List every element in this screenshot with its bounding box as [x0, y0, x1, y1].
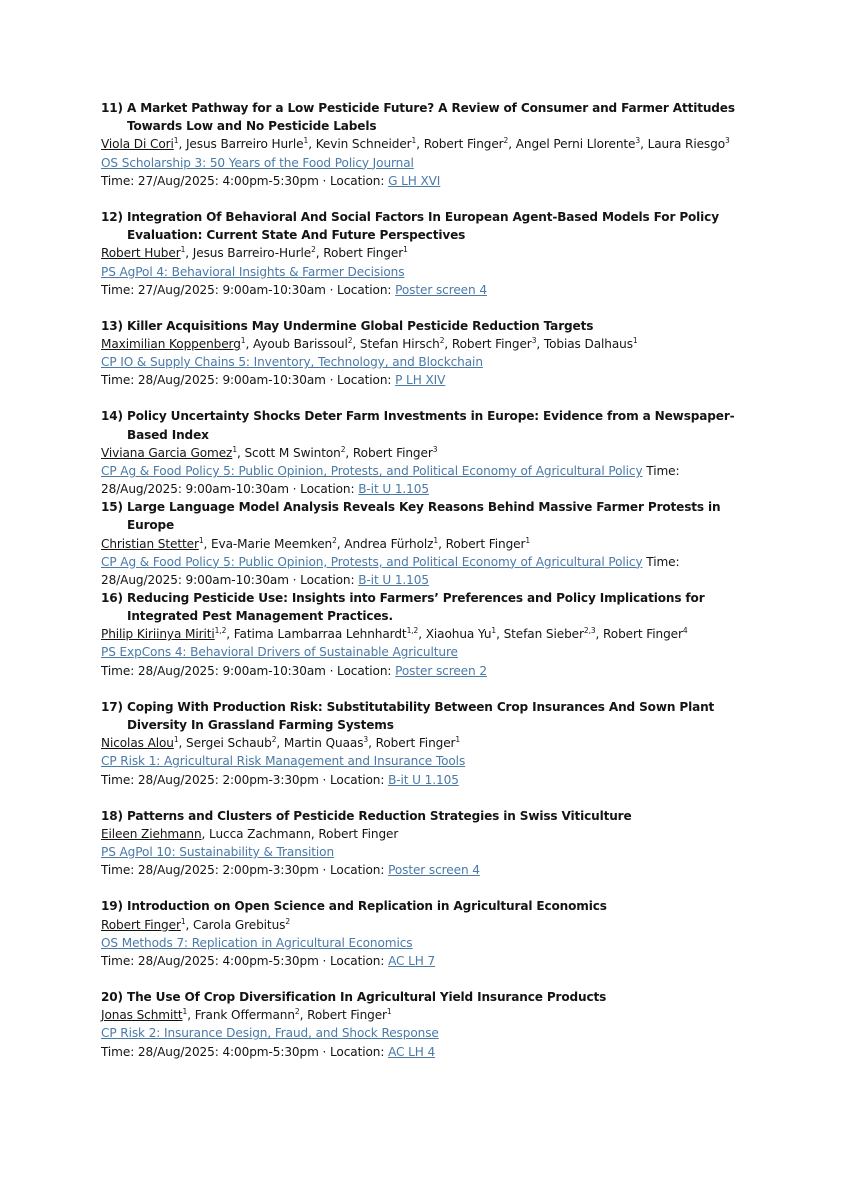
author-line: Robert Finger$^1$, Carola Grebitus$^2$: [101, 916, 291, 932]
list-item: [101, 698, 751, 807]
item-number: 18): [101, 808, 123, 823]
time-location-text: Time: 27/Aug/2025: 4:00pm-5:30pm · Location:: [101, 173, 389, 188]
affiliation-mark: 1: [198, 535, 204, 545]
affiliation-mark: 2,3: [583, 626, 596, 636]
author-line: Viviana Garcia Gomez$^1$, Scott M Swinton$^2$, Robert Finger$^3$: [101, 444, 438, 460]
time-location-text: Time: 28/Aug/2025: 9:00am-10:30am · Location:: [101, 663, 396, 678]
author: Robert Finger: [423, 137, 504, 152]
affiliation-mark: 1: [303, 136, 309, 146]
author: Ayoub Barissoul: [252, 336, 348, 351]
time-location-text: Time: 28/Aug/2025: 2:00pm-3:30pm · Location:: [101, 863, 389, 878]
author: Lucca Zachmann: [209, 826, 311, 841]
affiliation-mark: 1: [403, 245, 408, 255]
author-line: Christian Stetter$^1$, Eva-Marie Meemken$^2$, Andrea Fürholz$^1$, Robert Finger$^1$: [101, 535, 531, 551]
author: Andrea Fürholz: [344, 536, 434, 551]
session-link[interactable]: CP IO & Supply Chains 5: Inventory, Technology, and Blockchain: [101, 355, 483, 370]
paper-title: [101, 807, 751, 825]
session-time-line: [101, 553, 751, 589]
session-link[interactable]: OS Methods 7: Replication in Agricultural Economics: [101, 935, 413, 950]
affiliation-mark: 2: [285, 916, 291, 926]
presenting-author[interactable]: Robert Huber: [101, 246, 181, 261]
time-location-text: Time: 28/Aug/2025: 2:00pm-3:30pm · Location:: [101, 772, 389, 787]
location-link[interactable]: G LH XVI: [388, 173, 441, 188]
time-location-line: [101, 771, 751, 789]
session-line: [101, 843, 751, 861]
location-link[interactable]: Poster screen 4: [395, 282, 487, 297]
paper-title: [101, 589, 751, 625]
affiliation-mark: 3: [725, 136, 730, 146]
time-location-text: Time: 28/Aug/2025: 4:00pm-5:30pm · Location:: [101, 1044, 389, 1059]
time-location-line: [101, 662, 751, 680]
location-link[interactable]: AC LH 4: [388, 1044, 436, 1059]
affiliation-mark: 3: [635, 136, 641, 146]
session-link[interactable]: CP Risk 1: Agricultural Risk Management and Insurance Tools: [101, 754, 466, 769]
time-location-line: [101, 281, 751, 299]
author: Eva-Marie Meemken: [211, 536, 333, 551]
paper-title-text: Policy Uncertainty Shocks Deter Farm Investments in Europe: Evidence from a Newspaper-Based Index: [127, 409, 735, 442]
presenting-author[interactable]: Nicolas Alou: [101, 736, 174, 751]
affiliation-mark: 1: [182, 1007, 188, 1017]
publication-list: [101, 99, 751, 1079]
paper-title: [101, 407, 751, 443]
time-location-text: Time: 28/Aug/2025: 4:00pm-5:30pm · Location:: [101, 953, 389, 968]
presenting-author[interactable]: Viviana Garcia Gomez: [101, 445, 233, 460]
session-link[interactable]: CP Risk 2: Insurance Design, Fraud, and Shock Response: [101, 1026, 439, 1041]
author: Laura Riesgo: [647, 137, 725, 152]
author: Xiaohua Yu: [425, 627, 492, 642]
author: Fatima Lambarraa Lehnhardt: [233, 627, 407, 642]
author: Stefan Sieber: [503, 627, 584, 642]
paper-title-text: A Market Pathway for a Low Pesticide Future? A Review of Consumer and Farmer Attitudes Towards Low and No Pesticide Labels: [127, 101, 735, 134]
time-location-text: Time: 28/Aug/2025: 9:00am-10:30am · Location:: [101, 554, 680, 587]
paper-title-text: Coping With Production Risk: Substitutability Between Crop Insurances And Sown Plant Diversity In Grassland Farming Systems: [127, 699, 715, 732]
author: Carola Grebitus: [193, 917, 286, 932]
item-number: 13): [101, 318, 123, 333]
author: Kevin Schneider: [315, 137, 412, 152]
presenting-author[interactable]: Christian Stetter: [101, 536, 199, 551]
paper-title-text: Reducing Pesticide Use: Insights into Farmers’ Preferences and Policy Implications for Integrated Pest Management Practices.: [127, 590, 705, 624]
item-number: 11): [101, 101, 123, 115]
author: Scott M Swinton: [244, 445, 341, 460]
paper-title-text: Patterns and Clusters of Pesticide Reduction Strategies in Swiss Viticulture: [127, 808, 632, 823]
affiliation-mark: 1: [433, 535, 439, 545]
location-link[interactable]: AC LH 7: [388, 953, 436, 968]
author: Robert Finger: [445, 536, 526, 551]
list-item: [101, 589, 751, 698]
paper-title: [101, 99, 751, 135]
paper-title: [101, 498, 751, 534]
affiliation-mark: 1: [240, 335, 246, 345]
affiliation-mark: 3: [531, 335, 537, 345]
author: Robert Finger: [451, 336, 532, 351]
author: Robert Finger: [318, 826, 399, 841]
list-item: [101, 807, 751, 898]
location-link[interactable]: Poster screen 2: [395, 663, 487, 678]
affiliation-mark: 2: [340, 444, 346, 454]
affiliation-mark: 2: [294, 1007, 300, 1017]
list-item: [101, 498, 751, 589]
item-number: 14): [101, 409, 123, 424]
session-link[interactable]: OS Scholarship 3: 50 Years of the Food Policy Journal: [101, 155, 414, 170]
affiliation-mark: 4: [682, 626, 688, 636]
list-item: [101, 407, 751, 498]
list-item: [101, 99, 751, 208]
author: Robert Finger: [352, 445, 433, 460]
time-location-text: Time: 28/Aug/2025: 9:00am-10:30am · Location:: [101, 373, 396, 388]
affiliation-mark: 2: [311, 245, 316, 255]
author: Angel Perni Llorente: [515, 137, 636, 152]
session-link[interactable]: CP Ag & Food Policy 5: Public Opinion, Protests, and Political Economy of Agricultural Policy: [101, 554, 643, 569]
session-link[interactable]: CP Ag & Food Policy 5: Public Opinion, Protests, and Political Economy of Agricultural Policy: [101, 464, 643, 479]
item-number: 19): [101, 899, 123, 914]
item-number: 15): [101, 500, 123, 515]
location-link[interactable]: B-it U 1.105: [358, 482, 429, 497]
author-line: Nicolas Alou$^1$, Sergei Schaub$^2$, Martin Quaas$^3$, Robert Finger$^1$: [101, 735, 461, 751]
affiliation-mark: 1: [411, 136, 417, 146]
paper-title: [101, 988, 751, 1006]
author: Robert Finger: [375, 736, 456, 751]
session-line: [101, 263, 751, 281]
list-item: [101, 988, 751, 1079]
author-line: Viola Di Cori$^1$, Jesus Barreiro Hurle$^1$, Kevin Schneider$^1$, Robert Finger$^2$, Angel Perni Llorente$^3$, Laura Riesgo$^3$: [101, 136, 730, 152]
presenting-author[interactable]: Maximilian Koppenberg: [101, 336, 241, 351]
affiliation-mark: 2: [332, 535, 337, 545]
affiliation-mark: 1: [173, 735, 179, 745]
affiliation-mark: 1: [525, 535, 531, 545]
author: Stefan Hirsch: [359, 336, 440, 351]
time-location-line: [101, 952, 751, 970]
affiliation-mark: 1: [632, 335, 638, 345]
affiliation-mark: 3: [432, 444, 438, 454]
affiliation-mark: 1,2: [406, 626, 419, 636]
list-item: [101, 897, 751, 988]
affiliation-mark: 1: [180, 916, 186, 926]
affiliation-mark: 3: [363, 735, 369, 745]
session-link[interactable]: PS ExpCons 4: Behavioral Drivers of Sustainable Agriculture: [101, 645, 458, 660]
list-item: [101, 208, 751, 317]
author: Robert Finger: [603, 627, 683, 642]
affiliation-mark: 2: [347, 335, 353, 345]
author: Martin Quaas: [283, 736, 364, 751]
author: Tobias Dalhaus: [543, 336, 633, 351]
affiliation-mark: 1,2: [214, 626, 227, 636]
presenting-author[interactable]: Philip Kiriinya Miriti: [101, 627, 215, 642]
author: Jesus Barreiro-Hurle: [192, 246, 312, 261]
time-location-line: [101, 1043, 751, 1061]
time-location-line: [101, 172, 751, 190]
author: Sergei Schaub: [186, 736, 272, 751]
paper-title-text: Integration Of Behavioral And Social Factors In European Agent-Based Models For Policy Evaluation: Current State And Future Perspectives: [127, 209, 719, 243]
time-location-text: Time: 27/Aug/2025: 9:00am-10:30am · Location:: [101, 282, 396, 297]
author: Robert Finger: [323, 246, 404, 261]
paper-title-text: Introduction on Open Science and Replication in Agricultural Economics: [127, 899, 607, 914]
affiliation-mark: 1: [173, 136, 179, 146]
author-line: Robert Huber$^1$, Jesus Barreiro-Hurle$^2$, Robert Finger$^1$: [101, 245, 408, 261]
affiliation-mark: 1: [455, 735, 461, 745]
item-number: 16): [101, 590, 123, 605]
session-line: [101, 1024, 751, 1042]
author-line: Maximilian Koppenberg$^1$, Ayoub Barissoul$^2$, Stefan Hirsch$^2$, Robert Finger$^3$, Tobias Dalhaus$^1$: [101, 335, 638, 351]
paper-title: [101, 317, 751, 335]
time-location-text: Time: 28/Aug/2025: 9:00am-10:30am · Location:: [101, 464, 680, 497]
session-line: [101, 934, 751, 952]
presenting-author[interactable]: Jonas Schmitt: [101, 1008, 183, 1023]
presenting-author[interactable]: Robert Finger: [101, 917, 181, 932]
session-time-line: [101, 462, 751, 498]
session-line: [101, 643, 751, 661]
affiliation-mark: 1: [232, 444, 237, 454]
location-link[interactable]: P LH XIV: [395, 373, 446, 388]
author-line: Philip Kiriinya Miriti$^{1,2}$, Fatima Lambarraa Lehnhardt$^{1,2}$, Xiaohua Yu$^1$, Stefan Sieber$^{2,3}$, Robert Finger$^4$: [101, 626, 688, 642]
session-line: [101, 353, 751, 371]
item-number: 17): [101, 699, 123, 714]
paper-title: [101, 698, 751, 734]
affiliation-mark: 2: [503, 136, 509, 146]
location-link[interactable]: Poster screen 4: [388, 863, 480, 878]
paper-title: [101, 208, 751, 244]
paper-title-text: Killer Acquisitions May Undermine Global Pesticide Reduction Targets: [127, 318, 594, 333]
presenting-author[interactable]: Eileen Ziehmann: [101, 826, 202, 841]
presenting-author[interactable]: Viola Di Cori: [101, 137, 174, 152]
author: Frank Offermann: [194, 1008, 295, 1023]
list-item: [101, 317, 751, 408]
location-link[interactable]: B-it U 1.105: [388, 772, 459, 787]
item-number: 20): [101, 990, 123, 1004]
paper-title: [101, 897, 751, 915]
item-number: 12): [101, 209, 123, 224]
time-location-line: [101, 861, 751, 879]
affiliation-mark: 1: [386, 1007, 392, 1017]
session-link[interactable]: PS AgPol 4: Behavioral Insights & Farmer Decisions: [101, 264, 405, 279]
affiliation-mark: 1: [491, 626, 497, 636]
location-link[interactable]: B-it U 1.105: [358, 572, 429, 587]
affiliation-mark: 1: [180, 245, 186, 255]
paper-title-text: The Use Of Crop Diversification In Agricultural Yield Insurance Products: [127, 990, 607, 1004]
session-link[interactable]: PS AgPol 10: Sustainability & Transition: [101, 845, 335, 860]
author-line: Jonas Schmitt$^1$, Frank Offermann$^2$, Robert Finger$^1$: [101, 1007, 392, 1023]
author-line: Eileen Ziehmann, Lucca Zachmann, Robert Finger: [101, 826, 399, 841]
session-line: [101, 752, 751, 770]
session-line: [101, 154, 751, 172]
author: Jesus Barreiro Hurle: [185, 137, 304, 152]
affiliation-mark: 2: [271, 735, 277, 745]
paper-title-text: Large Language Model Analysis Reveals Key Reasons Behind Massive Farmer Protests in Europe: [127, 500, 721, 533]
affiliation-mark: 2: [439, 335, 445, 345]
time-location-line: [101, 371, 751, 389]
author: Robert Finger: [307, 1008, 387, 1023]
